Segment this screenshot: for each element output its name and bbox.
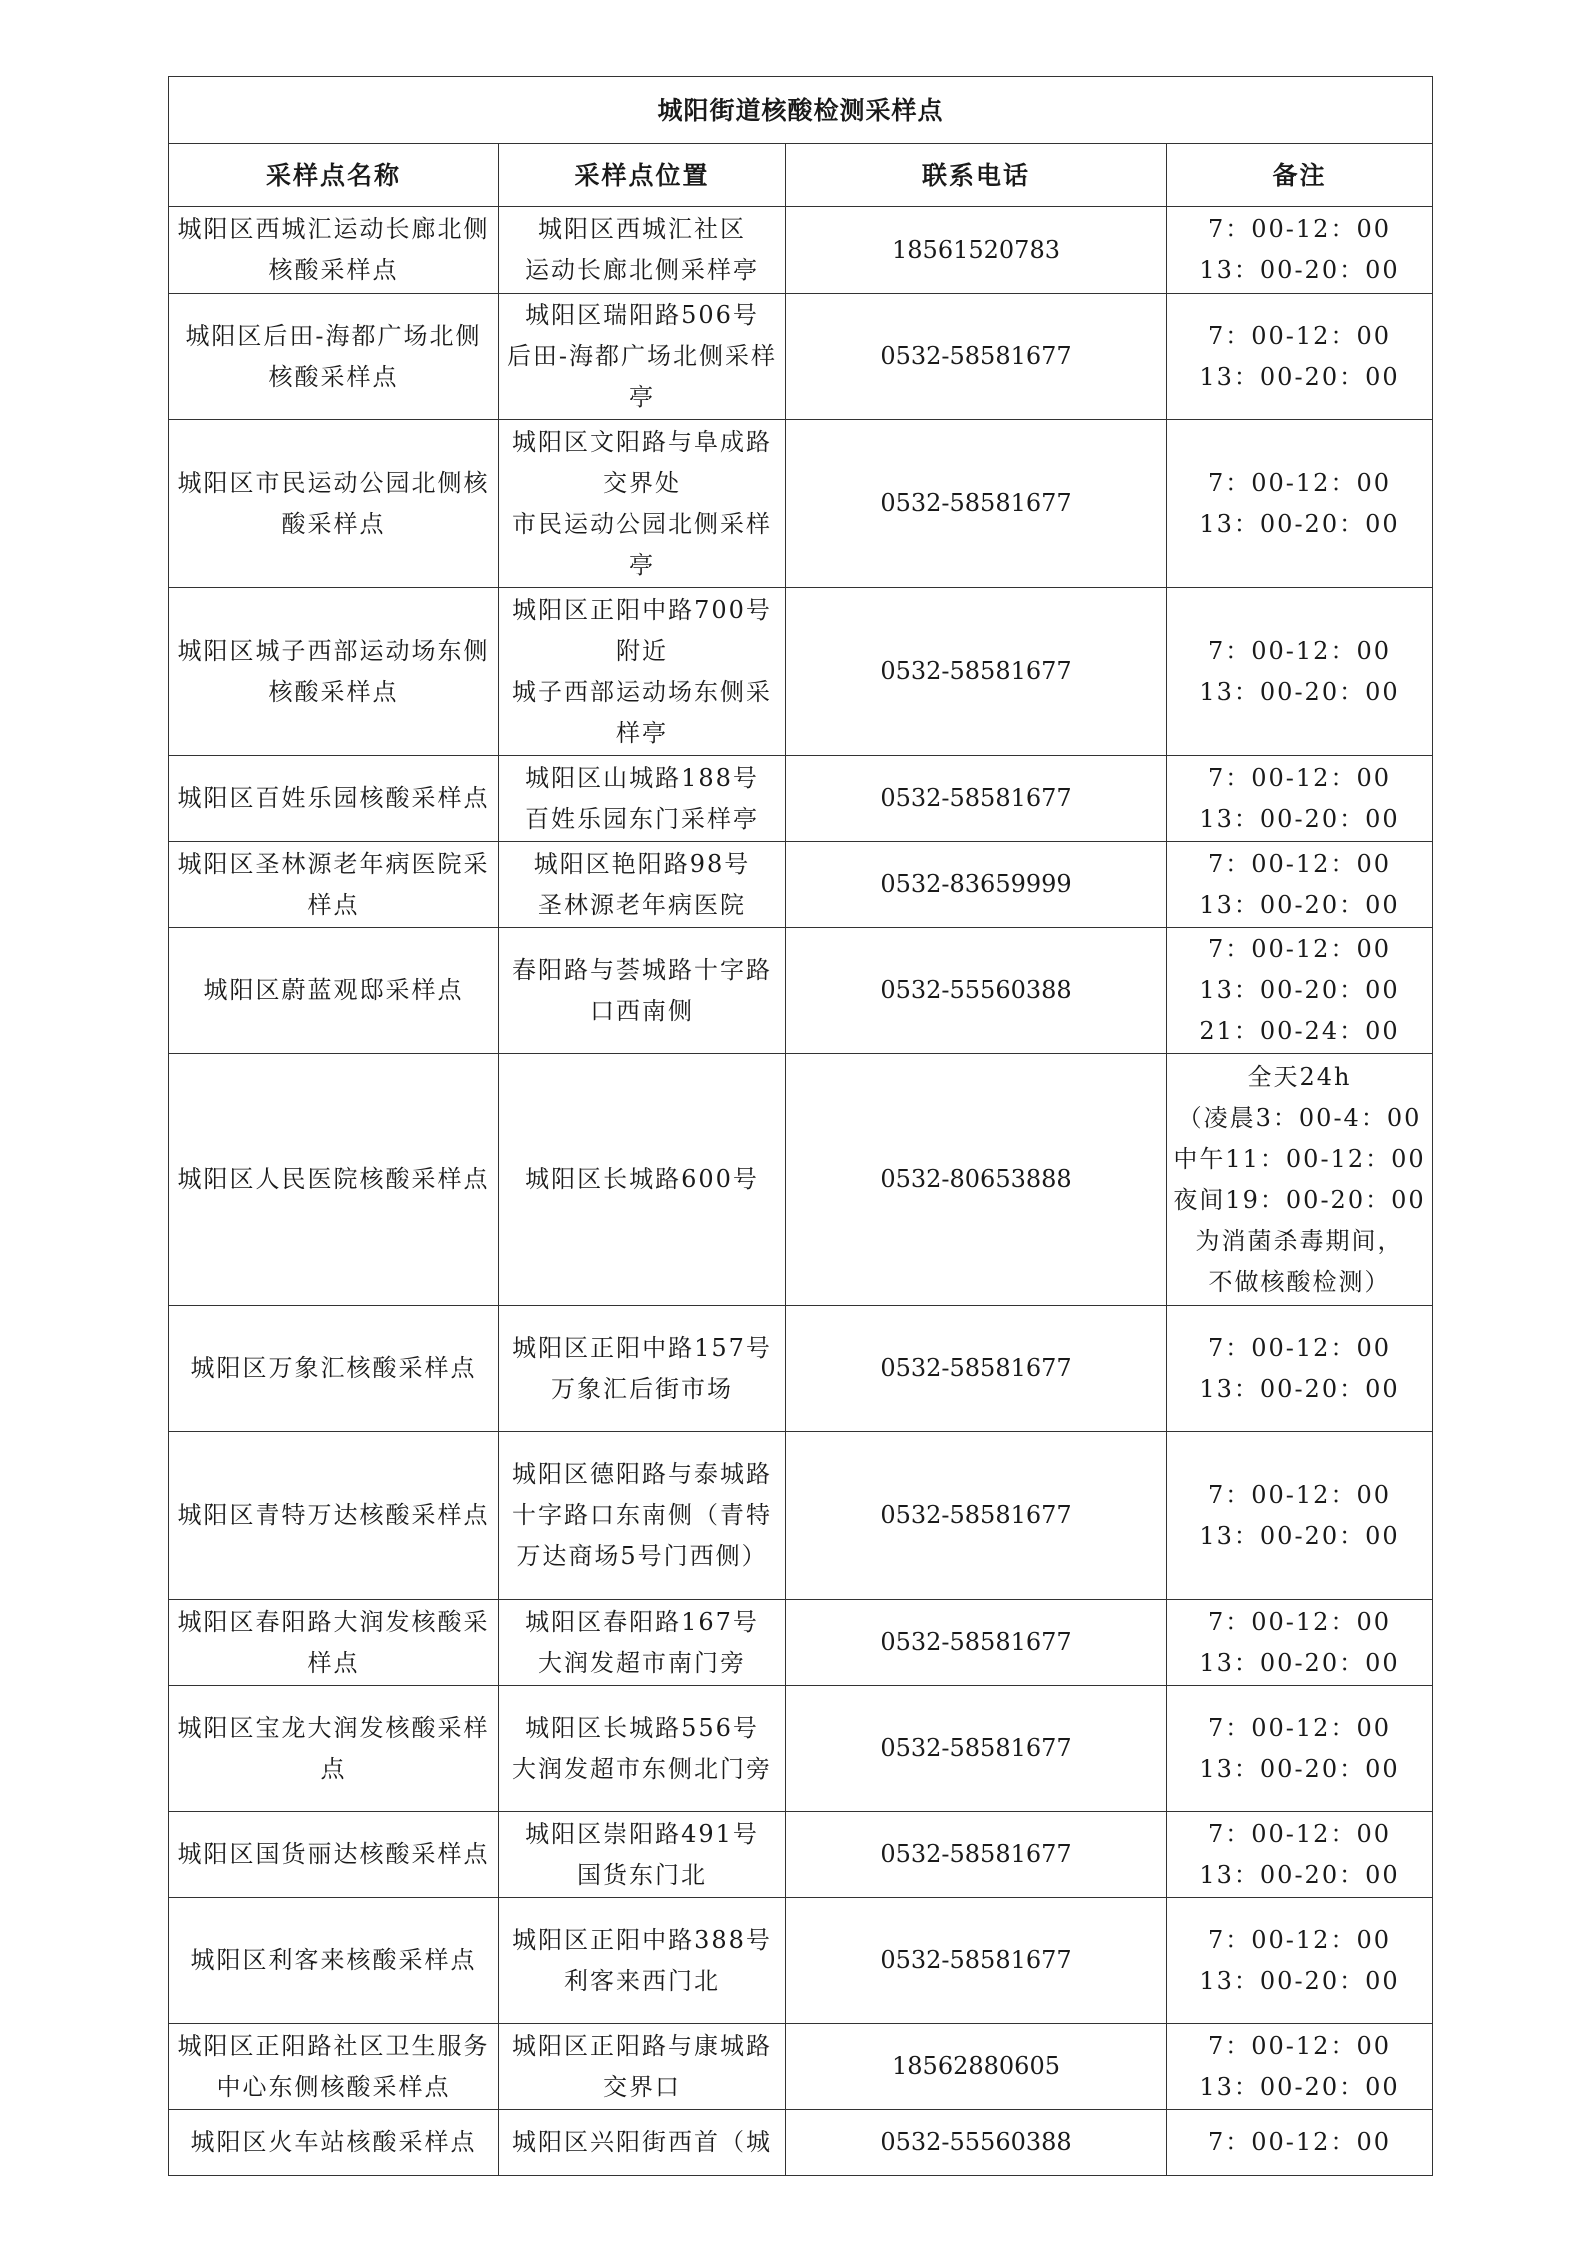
cell-name: 城阳区百姓乐园核酸采样点 xyxy=(169,756,499,842)
cell-note: 7：00-12：00 13：00-20：00 xyxy=(1167,1686,1433,1812)
header-row xyxy=(169,144,1433,207)
table-row xyxy=(169,2110,1433,2176)
cell-name: 城阳区人民医院核酸采样点 xyxy=(169,1054,499,1306)
cell-location: 城阳区西城汇社区 运动长廊北侧采样亭 xyxy=(499,207,786,294)
cell-phone: 0532-83659999 xyxy=(786,842,1167,928)
cell-phone: 18561520783 xyxy=(786,207,1167,294)
table-row xyxy=(169,1812,1433,1898)
cell-phone: 0532-58581677 xyxy=(786,1686,1167,1812)
cell-phone: 0532-58581677 xyxy=(786,1306,1167,1432)
cell-note: 7：00-12：00 13：00-20：00 xyxy=(1167,756,1433,842)
cell-location: 城阳区正阳中路700号附近 城子西部运动场东侧采样亭 xyxy=(499,588,786,756)
cell-location: 城阳区山城路188号 百姓乐园东门采样亭 xyxy=(499,756,786,842)
cell-phone: 0532-58581677 xyxy=(786,756,1167,842)
cell-phone: 0532-58581677 xyxy=(786,1898,1167,2024)
table-row xyxy=(169,1686,1433,1812)
table-row xyxy=(169,1306,1433,1432)
cell-name: 城阳区火车站核酸采样点 xyxy=(169,2110,499,2176)
table-row xyxy=(169,294,1433,420)
cell-note: 7：00-12：00 13：00-20：00 xyxy=(1167,842,1433,928)
table-row xyxy=(169,842,1433,928)
cell-location: 城阳区长城路556号 大润发超市东侧北门旁 xyxy=(499,1686,786,1812)
cell-name: 城阳区青特万达核酸采样点 xyxy=(169,1432,499,1600)
cell-note: 7：00-12：00 13：00-20：00 xyxy=(1167,1600,1433,1686)
header-name: 采样点名称 xyxy=(169,144,499,207)
cell-name: 城阳区西城汇运动长廊北侧核酸采样点 xyxy=(169,207,499,294)
cell-phone: 0532-58581677 xyxy=(786,1600,1167,1686)
cell-phone: 0532-58581677 xyxy=(786,420,1167,588)
cell-location: 城阳区德阳路与泰城路十字路口东南侧（青特万达商场5号门西侧） xyxy=(499,1432,786,1600)
cell-note: 7：00-12：00 13：00-20：00 xyxy=(1167,294,1433,420)
cell-phone: 0532-58581677 xyxy=(786,294,1167,420)
title-row xyxy=(169,77,1433,144)
cell-name: 城阳区国货丽达核酸采样点 xyxy=(169,1812,499,1898)
cell-location: 城阳区瑞阳路506号 后田-海都广场北侧采样亭 xyxy=(499,294,786,420)
cell-phone: 0532-58581677 xyxy=(786,588,1167,756)
table-row xyxy=(169,1600,1433,1686)
header-phone: 联系电话 xyxy=(786,144,1167,207)
cell-note: 7：00-12：00 13：00-20：00 21：00-24：00 xyxy=(1167,928,1433,1054)
table-row xyxy=(169,1898,1433,2024)
table-title: 城阳街道核酸检测采样点 xyxy=(169,77,1433,144)
cell-name: 城阳区城子西部运动场东侧核酸采样点 xyxy=(169,588,499,756)
table-row xyxy=(169,756,1433,842)
cell-location: 城阳区兴阳街西首（城 xyxy=(499,2110,786,2176)
cell-note: 全天24h （凌晨3：00-4：00 中午11：00-12：00 夜间19：00-20：00 为消菌杀毒期间， 不做核酸检测） xyxy=(1167,1054,1433,1306)
cell-name: 城阳区后田-海都广场北侧核酸采样点 xyxy=(169,294,499,420)
cell-phone: 0532-58581677 xyxy=(786,1812,1167,1898)
sampling-points-table xyxy=(168,76,1433,2176)
cell-phone: 18562880605 xyxy=(786,2024,1167,2110)
cell-name: 城阳区市民运动公园北侧核酸采样点 xyxy=(169,420,499,588)
cell-name: 城阳区春阳路大润发核酸采样点 xyxy=(169,1600,499,1686)
cell-note: 7：00-12：00 13：00-20：00 xyxy=(1167,1432,1433,1600)
cell-name: 城阳区宝龙大润发核酸采样点 xyxy=(169,1686,499,1812)
cell-location: 城阳区正阳中路157号 万象汇后街市场 xyxy=(499,1306,786,1432)
cell-note: 7：00-12：00 13：00-20：00 xyxy=(1167,1898,1433,2024)
header-note: 备注 xyxy=(1167,144,1433,207)
table-row xyxy=(169,1432,1433,1600)
table-row xyxy=(169,207,1433,294)
cell-phone: 0532-58581677 xyxy=(786,1432,1167,1600)
cell-phone: 0532-80653888 xyxy=(786,1054,1167,1306)
cell-name: 城阳区蔚蓝观邸采样点 xyxy=(169,928,499,1054)
cell-note: 7：00-12：00 13：00-20：00 xyxy=(1167,1306,1433,1432)
table-row xyxy=(169,420,1433,588)
cell-location: 春阳路与荟城路十字路口西南侧 xyxy=(499,928,786,1054)
cell-phone: 0532-55560388 xyxy=(786,928,1167,1054)
header-location: 采样点位置 xyxy=(499,144,786,207)
cell-location: 城阳区崇阳路491号 国货东门北 xyxy=(499,1812,786,1898)
table-row xyxy=(169,928,1433,1054)
cell-location: 城阳区正阳路与康城路交界口 xyxy=(499,2024,786,2110)
cell-name: 城阳区万象汇核酸采样点 xyxy=(169,1306,499,1432)
cell-note: 7：00-12：00 13：00-20：00 xyxy=(1167,420,1433,588)
cell-name: 城阳区圣林源老年病医院采样点 xyxy=(169,842,499,928)
cell-name: 城阳区正阳路社区卫生服务中心东侧核酸采样点 xyxy=(169,2024,499,2110)
cell-phone: 0532-55560388 xyxy=(786,2110,1167,2176)
cell-note: 7：00-12：00 13：00-20：00 xyxy=(1167,1812,1433,1898)
cell-note: 7：00-12：00 13：00-20：00 xyxy=(1167,588,1433,756)
cell-location: 城阳区长城路600号 xyxy=(499,1054,786,1306)
cell-location: 城阳区正阳中路388号 利客来西门北 xyxy=(499,1898,786,2024)
cell-name: 城阳区利客来核酸采样点 xyxy=(169,1898,499,2024)
cell-location: 城阳区文阳路与阜成路交界处 市民运动公园北侧采样亭 xyxy=(499,420,786,588)
table-row xyxy=(169,588,1433,756)
cell-location: 城阳区春阳路167号 大润发超市南门旁 xyxy=(499,1600,786,1686)
cell-note: 7：00-12：00 xyxy=(1167,2110,1433,2176)
cell-note: 7：00-12：00 13：00-20：00 xyxy=(1167,2024,1433,2110)
cell-note: 7：00-12：00 13：00-20：00 xyxy=(1167,207,1433,294)
table-row xyxy=(169,2024,1433,2110)
cell-location: 城阳区艳阳路98号 圣林源老年病医院 xyxy=(499,842,786,928)
table-row xyxy=(169,1054,1433,1306)
